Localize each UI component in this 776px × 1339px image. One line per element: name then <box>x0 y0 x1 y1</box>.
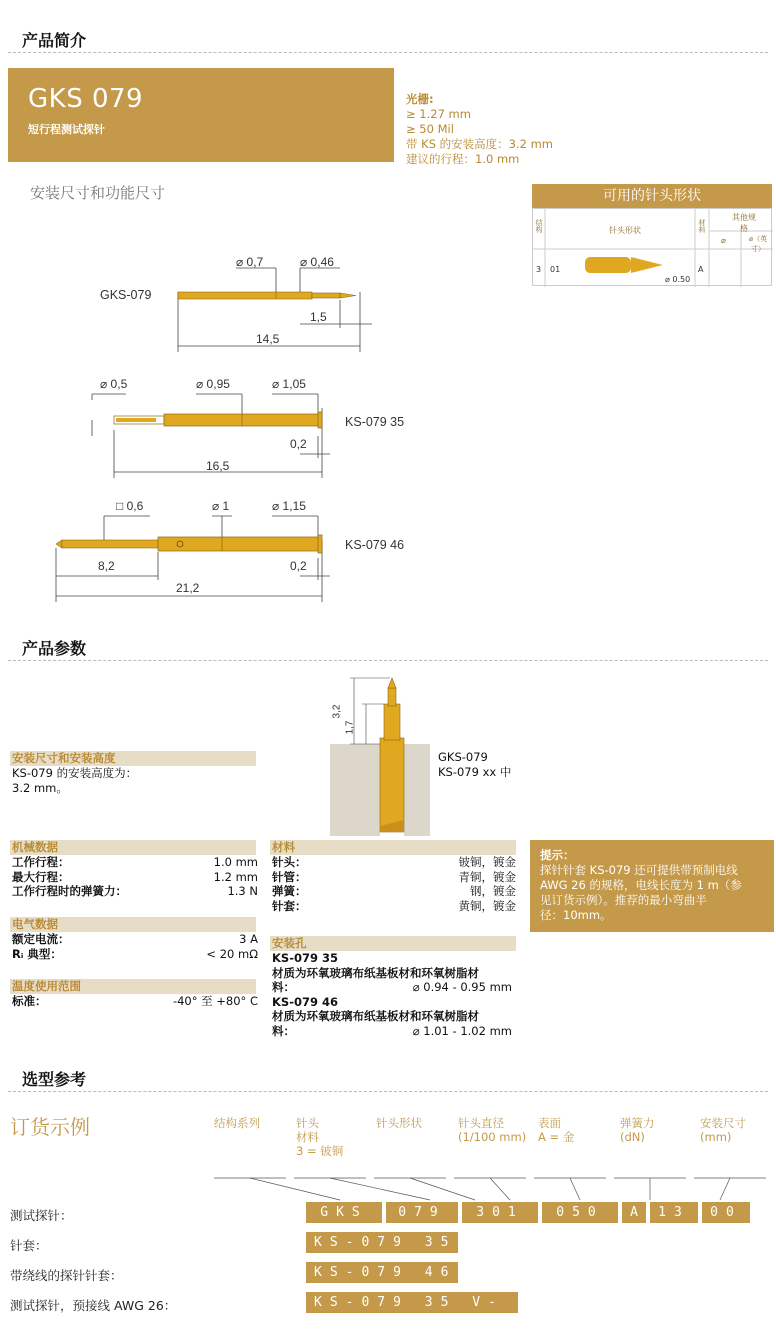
materials-row: 针套： 黄铜，镀金 <box>272 898 516 913</box>
mount-hole-a-title: KS-079 35 <box>272 951 338 965</box>
band-materials: 材料 <box>270 840 516 855</box>
install-text-2: 3.2 mm。 <box>12 781 68 795</box>
order-col-series: 结构系列 <box>214 1116 260 1130</box>
tip-shapes-table <box>532 208 772 286</box>
tip-shape-icon <box>585 257 663 273</box>
install-drawing <box>318 676 438 836</box>
mount-hole-b-row: 料： ⌀ 1.01 - 1.02 mm <box>272 1023 512 1038</box>
product-subtitle: 短行程测试探针 <box>28 123 105 136</box>
order-connector-lines <box>210 1176 770 1202</box>
mount-hole-list <box>272 951 516 1038</box>
order-col-surface: 表面 A = 金 <box>538 1116 575 1144</box>
mount-hole-a-row: 料： ⌀ 0.94 - 0.95 mm <box>272 980 512 994</box>
tip-box <box>530 840 774 932</box>
mount-hole-b-title: KS-079 46 <box>272 994 338 1009</box>
install-label-1: GKS-079 <box>438 750 488 764</box>
mechanical-row: 最大行程： 1.2 mm <box>12 869 258 884</box>
product-title: GKS 079 <box>28 84 144 114</box>
mounting-heading: 安装尺寸和功能尺寸 <box>30 184 166 202</box>
probe-gks-079 <box>178 292 356 299</box>
mechanical-list <box>12 855 258 899</box>
code-diameter: 050 <box>542 1202 618 1223</box>
code-size: 00 <box>702 1202 750 1223</box>
tip-title: 提示： <box>540 848 575 862</box>
code-sleeve-wired: KS-079 35 V-26 <box>306 1292 518 1313</box>
order-col-spring: 弹簧力 (dN) <box>620 1116 655 1144</box>
tip-col-other: 其他规格 <box>732 213 756 233</box>
drawing2-d3: ⌀ 1,05 <box>272 377 306 391</box>
order-row-label: 测试探针，预接线 AWG 26： <box>10 1298 177 1313</box>
drawing2-len-total: 16,5 <box>206 459 230 473</box>
band-temperature: 温度使用范围 <box>10 979 256 994</box>
spec-grid-1: ≥ 1.27 mm <box>406 107 471 121</box>
tip-col-series: 结构 <box>535 219 543 233</box>
drawing3-label: KS-079 46 <box>345 538 405 552</box>
order-col-material: 针头 材料 3 = 铍铜 <box>296 1116 344 1158</box>
probe-drawings <box>0 240 520 620</box>
mechanical-row: 工作行程时的弹簧力： 1.3 N <box>12 884 258 898</box>
drawing3-len-total: 21,2 <box>176 581 200 595</box>
tip-col-shape: 针头形状 <box>609 226 641 235</box>
divider <box>8 1091 768 1092</box>
drawing2-len-short: 0,2 <box>290 437 307 451</box>
order-row-label: 针套： <box>10 1238 48 1253</box>
product-hero <box>8 68 394 162</box>
mount-hole-b-text: 材质为环氧玻璃布纸基板材和环氧树脂材 <box>272 1009 479 1023</box>
order-col-diameter: 针头直径 (1/100 mm) <box>458 1116 527 1144</box>
mount-hole-a-text: 材质为环氧玻璃布纸基板材和环氧树脂材 <box>272 965 479 980</box>
materials-row: 针头： 铍铜，镀金 <box>272 855 516 869</box>
spec-list <box>406 92 553 167</box>
order-col-size: 安装尺寸 (mm) <box>700 1116 746 1144</box>
divider <box>8 52 768 53</box>
tip-row-code: 01 <box>550 265 561 274</box>
drawing1-d1: ⌀ 0,7 <box>236 255 264 269</box>
materials-row: 针管： 青铜，镀金 <box>272 869 516 884</box>
spec-grid-label: 光栅: <box>406 92 434 106</box>
install-dim-a: 3,2 <box>331 704 343 719</box>
drawing1-d2: ⌀ 0,46 <box>300 255 334 269</box>
probe-ks-079-35 <box>114 412 322 428</box>
section-title-intro: 产品简介 <box>22 31 87 50</box>
materials-row: 弹簧： 钢，镀金 <box>272 884 516 898</box>
tip-line: 见订货示例）。推荐的最小弯曲半 <box>540 893 707 907</box>
tip-line: 径：10mm。 <box>540 908 612 922</box>
electrical-list <box>12 932 258 961</box>
code-number: 079 <box>386 1202 458 1223</box>
band-install: 安装尺寸和安装高度 <box>10 751 256 766</box>
tip-row-dia: ⌀ 0.50 <box>665 275 691 284</box>
probe-ks-079-46 <box>56 535 322 553</box>
drawing3-d1: □ 0,6 <box>116 499 144 513</box>
drawing2-d2: ⌀ 0,95 <box>196 377 230 391</box>
install-text-1: KS-079 的安装高度为： <box>12 766 138 780</box>
drawing3-len-short: 0,2 <box>290 559 307 573</box>
electrical-row: Rᵢ 典型： < 20 mΩ <box>12 946 258 961</box>
install-dim-b: 1,7 <box>344 720 356 735</box>
drawing1-len-short: 1,5 <box>310 310 327 324</box>
code-sleeve-35: KS-079 35 <box>306 1232 458 1253</box>
tip-shapes-title: 可用的针头形状 <box>532 184 772 208</box>
spec-grid-2: ≥ 50 Mil <box>406 122 454 136</box>
drawing1-len-total: 14,5 <box>256 332 280 346</box>
code-surface: A <box>622 1202 646 1223</box>
drawing3-d2: ⌀ 1 <box>212 499 230 513</box>
code-sleeve-46: KS-079 46 <box>306 1262 458 1283</box>
spec-stroke: 建议的行程：1.0 mm <box>406 152 520 166</box>
drawing3-d3: ⌀ 1,15 <box>272 499 306 513</box>
tip-col-dia: ⌀ <box>721 236 726 245</box>
tip-line: AWG 26 的规格，电线长度为 1 m（参 <box>540 878 742 892</box>
spec-height: 带 KS 的安装高度：3.2 mm <box>406 137 554 151</box>
section-title-params: 产品参数 <box>22 639 87 658</box>
drawing2-label: KS-079 35 <box>345 415 405 429</box>
materials-list <box>272 855 516 913</box>
code-material-shape: 301 <box>462 1202 538 1223</box>
band-mount-hole: 安装孔 <box>270 936 516 951</box>
tip-row-series: 3 <box>536 265 542 274</box>
temperature-row: 标准： -40° 至 +80° C <box>12 994 258 1008</box>
tip-line: 探针针套 KS-079 还可提供带预制电线 <box>540 863 738 877</box>
code-series: GKS <box>306 1202 382 1223</box>
divider <box>8 660 768 661</box>
drawing1-label: GKS-079 <box>100 288 152 302</box>
order-col-shape: 针头形状 <box>376 1116 422 1130</box>
tip-col-material: 材料 <box>698 219 706 233</box>
mechanical-row: 工作行程： 1.0 mm <box>12 855 258 869</box>
install-label-2: KS-079 xx 中 <box>438 765 512 779</box>
tip-col-size: ⌀（英寸） <box>748 235 768 253</box>
section-title-selection: 选型参考 <box>22 1070 87 1089</box>
order-title: 订货示例 <box>10 1115 90 1139</box>
drawing3-len-a: 8,2 <box>98 559 115 573</box>
band-mechanical: 机械数据 <box>10 840 256 855</box>
drawing2-d1: ⌀ 0,5 <box>100 377 128 391</box>
band-electrical: 电气数据 <box>10 917 256 932</box>
code-spring: 13 <box>650 1202 698 1223</box>
order-row-label: 测试探针： <box>10 1208 73 1223</box>
electrical-row: 额定电流： 3 A <box>12 932 258 946</box>
tip-row-mat: A <box>698 265 704 274</box>
order-row-label: 带绕线的探针针套： <box>10 1268 123 1283</box>
